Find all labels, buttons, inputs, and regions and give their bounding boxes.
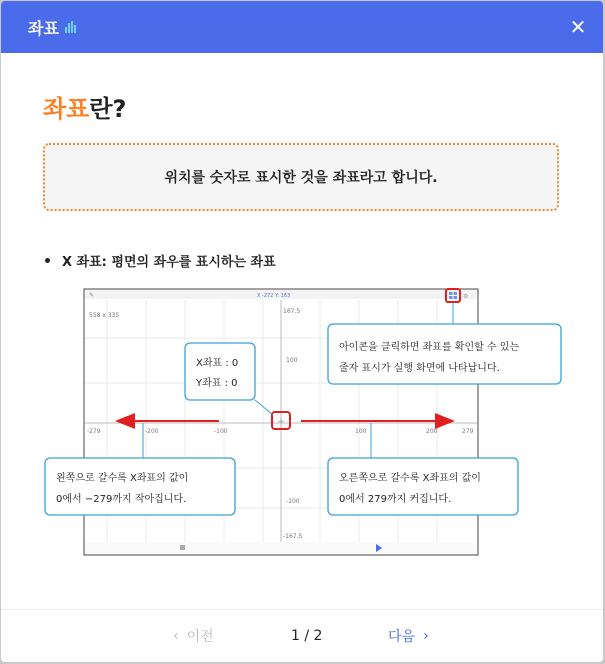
icon-callout-line2: 줄자 표시가 실행 화면에 나타납니다. [339,363,500,374]
y-label-neg100: -100 [286,498,300,505]
chevron-right-icon: › [423,628,429,644]
prev-label: 이전 [186,629,214,645]
ruler-icon [449,292,457,299]
title-rest: 란? [89,95,127,123]
x-label-neg279: -279 [87,428,101,435]
top-readout: X -272 Y: 163 [257,293,291,299]
left-callout-line2: 0에서 −279까지 작아집니다. [56,494,187,505]
definition-box: 위치를 숫자로 표시한 것을 좌표라고 합니다. [43,143,559,211]
canvas-size: 558 x 335 [89,312,120,319]
x-label-neg200: -200 [145,428,159,435]
right-callout-line1: 오른쪽으로 갈수록 X좌표의 값이 [339,473,481,484]
topbar-icon: ✎ [89,292,95,299]
modal-header [1,1,603,53]
canvas-bottombar [85,542,477,554]
modal-footer [1,609,603,662]
prev-button[interactable] [173,626,214,646]
coordinate-figure [43,288,565,564]
y-label-bottom: -167.5 [283,533,303,540]
next-button[interactable] [388,626,429,646]
title-accent: 좌표 [43,95,90,123]
modal-title: 좌표 [28,18,59,38]
icon-callout-line1: 아이콘을 클릭하면 좌표를 확인할 수 있는 [339,342,520,353]
bullet-item [43,251,563,270]
modal-content [1,89,603,564]
x-label-279: 279 [462,428,474,435]
settings-icon: ⚙ [463,293,469,300]
origin-callout-y: Y좌표 : 0 [196,378,238,389]
y-label-100: 100 [286,357,298,364]
left-callout-line1: 왼쪽으로 갈수록 X좌표의 값이 [56,473,189,484]
right-callout-line2: 0에서 279까지 커집니다. [339,494,452,505]
chevron-left-icon: ‹ [173,628,179,644]
y-label-top: 167.5 [283,308,301,315]
bar-chart-icon [65,21,76,33]
icon-callout [328,324,561,384]
left-callout [45,458,235,515]
origin-callout [185,343,255,400]
next-label: 다음 [388,629,416,645]
x-label-200: 200 [426,428,438,435]
coordinate-diagram [43,288,565,564]
x-label-100: 100 [355,428,367,435]
x-label-neg100: -100 [214,428,228,435]
origin-callout-x: X좌표 : 0 [196,358,239,369]
coordinate-modal [1,1,603,662]
page-indicator: 1 / 2 [291,628,323,644]
bullet-text: X 좌표: 평면의 좌우를 표시하는 좌표 [62,255,276,270]
bullet-dot [45,258,50,263]
right-callout [328,458,518,515]
stop-icon [180,545,185,550]
close-icon[interactable]: ✕ [569,15,587,39]
page-title [43,89,563,121]
crosshair-icon: + [277,417,285,427]
